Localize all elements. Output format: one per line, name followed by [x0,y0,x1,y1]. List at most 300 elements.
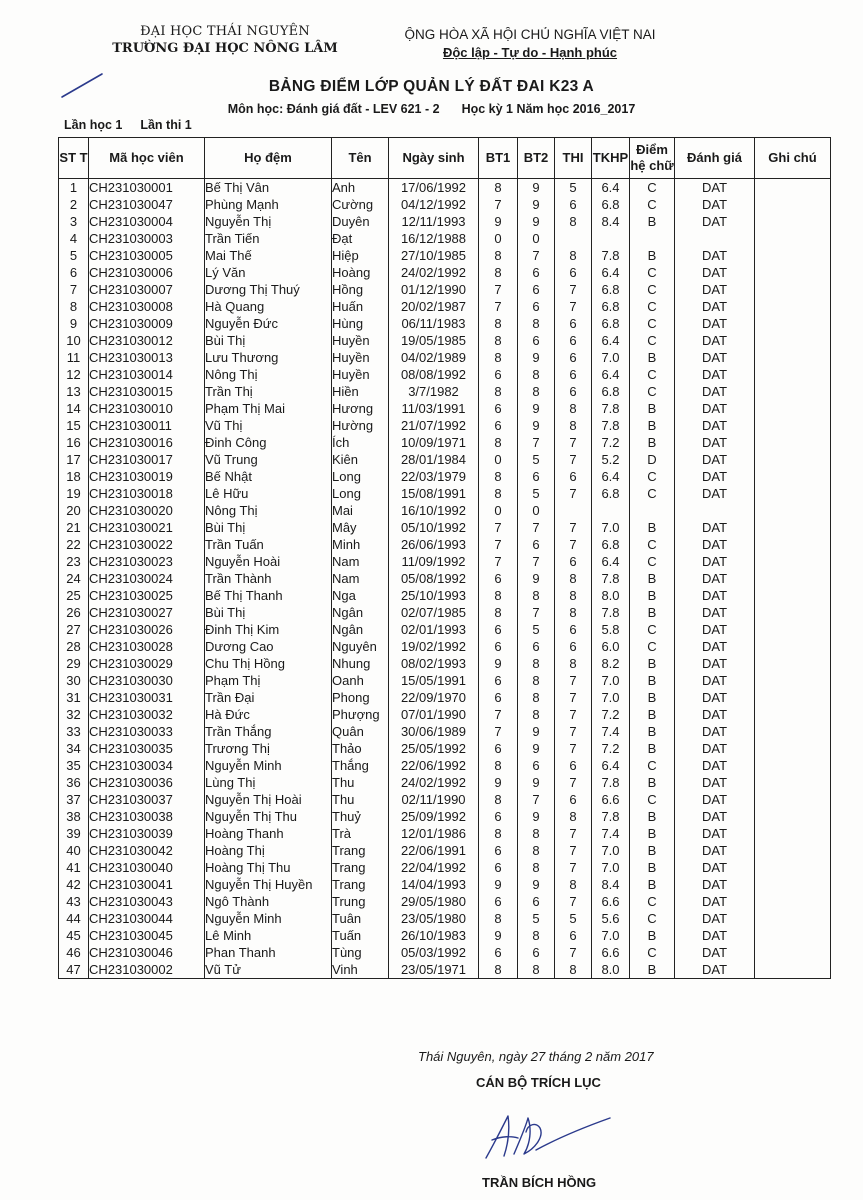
cell-bt2: 6 [518,298,555,315]
cell-bt1: 7 [479,536,518,553]
cell-tkhp: 5.2 [592,451,630,468]
cell-thi: 7 [555,689,592,706]
cell-dob: 22/03/1979 [389,468,479,485]
cell-name: Nguyên [332,638,389,655]
cell-thi: 7 [555,519,592,536]
cell-letter-grade: C [630,468,675,485]
cell-dob: 10/09/1971 [389,434,479,451]
cell-bt2: 6 [518,638,555,655]
cell-dob: 14/04/1993 [389,876,479,893]
cell-surname: Bế Thị Vân [205,179,332,197]
cell-letter-grade: B [630,400,675,417]
cell-evaluation: DAT [675,638,755,655]
cell-bt1: 6 [479,621,518,638]
cell-evaluation: DAT [675,434,755,451]
cell-surname: Bế Nhật [205,468,332,485]
cell-dob: 24/02/1992 [389,774,479,791]
cell-stt: 38 [59,808,89,825]
cell-thi: 7 [555,281,592,298]
cell-thi: 7 [555,672,592,689]
cell-dob: 05/08/1992 [389,570,479,587]
cell-student-id: CH231030006 [89,264,205,281]
table-body [59,179,831,979]
cell-name: Minh [332,536,389,553]
cell-surname: Nguyễn Đức [205,315,332,332]
cell-stt: 27 [59,621,89,638]
cell-student-id: CH231030047 [89,196,205,213]
cell-student-id: CH231030045 [89,927,205,944]
cell-thi: 6 [555,366,592,383]
cell-surname: Phạm Thị [205,672,332,689]
cell-dob: 28/01/1984 [389,451,479,468]
cell-bt2: 8 [518,689,555,706]
cell-bt2: 8 [518,961,555,979]
cell-surname: Chu Thị Hồng [205,655,332,672]
cell-tkhp: 8.0 [592,961,630,979]
cell-bt1: 6 [479,740,518,757]
cell-bt2: 9 [518,400,555,417]
cell-bt1: 9 [479,774,518,791]
cell-evaluation: DAT [675,791,755,808]
cell-dob: 11/09/1992 [389,553,479,570]
cell-tkhp: 7.0 [592,519,630,536]
cell-evaluation [675,230,755,247]
cell-bt2: 9 [518,213,555,230]
cell-bt1: 8 [479,961,518,979]
cell-name: Hương [332,400,389,417]
cell-dob: 3/7/1982 [389,383,479,400]
cell-tkhp [592,502,630,519]
cell-stt: 36 [59,774,89,791]
cell-name: Hùng [332,315,389,332]
cell-surname: Trần Tuấn [205,536,332,553]
cell-evaluation: DAT [675,604,755,621]
cell-letter-grade: C [630,298,675,315]
cell-tkhp: 6.8 [592,281,630,298]
table-row [59,230,831,247]
cell-bt1: 6 [479,808,518,825]
cell-note [755,757,831,774]
cell-name: Kiên [332,451,389,468]
cell-dob: 22/09/1970 [389,689,479,706]
cell-note [755,825,831,842]
cell-letter-grade: B [630,587,675,604]
cell-evaluation: DAT [675,910,755,927]
cell-bt1: 0 [479,230,518,247]
table-row [59,179,831,197]
cell-thi: 8 [555,587,592,604]
cell-surname: Hoàng Thị Thu [205,859,332,876]
cell-dob: 25/09/1992 [389,808,479,825]
cell-stt: 29 [59,655,89,672]
cell-name: Hồng [332,281,389,298]
cell-student-id: CH231030017 [89,451,205,468]
cell-stt: 26 [59,604,89,621]
cell-dob: 25/10/1993 [389,587,479,604]
cell-tkhp: 6.8 [592,536,630,553]
cell-surname: Đinh Công [205,434,332,451]
cell-note [755,298,831,315]
cell-dob: 22/06/1991 [389,842,479,859]
cell-name: Huấn [332,298,389,315]
cell-name: Huyền [332,332,389,349]
cell-note [755,706,831,723]
cell-note [755,366,831,383]
table-row [59,910,831,927]
page-title: BẢNG ĐIỂM LỚP QUẢN LÝ ĐẤT ĐAI K23 A [268,78,595,95]
cell-bt2: 8 [518,672,555,689]
cell-tkhp: 8.2 [592,655,630,672]
cell-bt2: 8 [518,842,555,859]
cell-name: Ích [332,434,389,451]
cell-tkhp: 7.8 [592,604,630,621]
cell-student-id: CH231030007 [89,281,205,298]
cell-name: Huyền [332,366,389,383]
cell-letter-grade: B [630,842,675,859]
cell-letter-grade: B [630,213,675,230]
cell-letter-grade: B [630,349,675,366]
cell-letter-grade: C [630,638,675,655]
cell-surname: Dương Cao [205,638,332,655]
table-row [59,774,831,791]
cell-tkhp: 7.4 [592,723,630,740]
national-header [385,27,675,60]
cell-stt: 7 [59,281,89,298]
cell-letter-grade: B [630,655,675,672]
cell-evaluation: DAT [675,808,755,825]
cell-student-id: CH231030021 [89,519,205,536]
cell-student-id: CH231030016 [89,434,205,451]
cell-tkhp: 6.6 [592,944,630,961]
header-letter-grade: Điểm hệ chữ [630,138,675,179]
cell-tkhp: 7.0 [592,859,630,876]
cell-evaluation: DAT [675,213,755,230]
cell-bt1: 6 [479,672,518,689]
cell-bt1: 9 [479,876,518,893]
cell-name: Trung [332,893,389,910]
cell-tkhp: 6.4 [592,366,630,383]
cell-thi: 6 [555,349,592,366]
cell-evaluation: DAT [675,281,755,298]
cell-bt1: 6 [479,859,518,876]
cell-note [755,349,831,366]
cell-bt1: 8 [479,247,518,264]
cell-bt2: 7 [518,791,555,808]
cell-bt2: 9 [518,808,555,825]
cell-student-id: CH231030044 [89,910,205,927]
cell-stt: 16 [59,434,89,451]
cell-evaluation: DAT [675,587,755,604]
table-row [59,706,831,723]
cell-dob: 15/08/1991 [389,485,479,502]
cell-note [755,468,831,485]
table-row [59,332,831,349]
cell-bt2: 8 [518,825,555,842]
cell-stt: 17 [59,451,89,468]
cell-note [755,740,831,757]
cell-bt1: 8 [479,910,518,927]
header-bt2: BT2 [518,138,555,179]
course-subtitle [0,102,863,116]
table-row [59,519,831,536]
cell-student-id: CH231030034 [89,757,205,774]
cell-tkhp: 7.8 [592,400,630,417]
cell-evaluation: DAT [675,383,755,400]
cell-note [755,400,831,417]
cell-tkhp: 7.0 [592,842,630,859]
cell-tkhp: 6.4 [592,553,630,570]
cell-note [755,655,831,672]
cell-stt: 1 [59,179,89,197]
cell-name: Hiệp [332,247,389,264]
table-row [59,604,831,621]
table-row [59,672,831,689]
cell-bt2: 9 [518,417,555,434]
cell-name: Long [332,468,389,485]
cell-surname: Bế Thị Thanh [205,587,332,604]
table-row [59,944,831,961]
cell-tkhp: 7.8 [592,570,630,587]
cell-bt1: 8 [479,349,518,366]
cell-student-id: CH231030039 [89,825,205,842]
cell-student-id: CH231030031 [89,689,205,706]
cell-tkhp: 6.6 [592,791,630,808]
cell-name: Oanh [332,672,389,689]
cell-dob: 08/08/1992 [389,366,479,383]
cell-bt1: 7 [479,723,518,740]
cell-letter-grade: C [630,536,675,553]
table-row [59,485,831,502]
cell-note [755,621,831,638]
course-name: Môn học: Đánh giá đất - LEV 621 - 2 [227,102,440,116]
cell-note [755,332,831,349]
cell-note [755,264,831,281]
cell-student-id: CH231030032 [89,706,205,723]
table-row [59,689,831,706]
cell-stt: 33 [59,723,89,740]
cell-bt1: 7 [479,298,518,315]
cell-bt1: 8 [479,485,518,502]
cell-tkhp: 7.0 [592,349,630,366]
cell-thi: 7 [555,485,592,502]
cell-bt2: 5 [518,485,555,502]
cell-dob: 22/04/1992 [389,859,479,876]
signer-role: CÁN BỘ TRÍCH LỤC [476,1075,601,1090]
cell-student-id: CH231030027 [89,604,205,621]
cell-evaluation: DAT [675,927,755,944]
cell-stt: 10 [59,332,89,349]
cell-tkhp: 7.8 [592,247,630,264]
cell-surname: Trần Thắng [205,723,332,740]
cell-thi: 7 [555,298,592,315]
table-row [59,655,831,672]
table-row [59,349,831,366]
header-student-id: Mã học viên [89,138,205,179]
cell-surname: Phan Thanh [205,944,332,961]
cell-thi: 8 [555,247,592,264]
cell-bt2: 6 [518,757,555,774]
cell-dob: 25/05/1992 [389,740,479,757]
cell-bt1: 8 [479,383,518,400]
cell-name: Ngân [332,621,389,638]
cell-thi: 7 [555,706,592,723]
session-info [64,118,192,132]
cell-student-id: CH231030040 [89,859,205,876]
cell-dob: 22/06/1992 [389,757,479,774]
table-header-row [59,138,831,179]
cell-thi: 8 [555,213,592,230]
cell-thi: 7 [555,825,592,842]
cell-surname: Nguyễn Thị Thu [205,808,332,825]
cell-bt2: 9 [518,570,555,587]
cell-note [755,808,831,825]
cell-name: Tùng [332,944,389,961]
cell-stt: 22 [59,536,89,553]
cell-dob: 29/05/1980 [389,893,479,910]
cell-stt: 41 [59,859,89,876]
cell-bt1: 8 [479,468,518,485]
school-name: TRƯỜNG ĐẠI HỌC NÔNG LÂM [112,41,338,56]
table-row [59,723,831,740]
table-row [59,570,831,587]
cell-student-id: CH231030001 [89,179,205,197]
cell-surname: Nông Thị [205,502,332,519]
cell-evaluation: DAT [675,468,755,485]
cell-bt2: 9 [518,740,555,757]
table-row [59,468,831,485]
cell-evaluation: DAT [675,706,755,723]
cell-bt2: 8 [518,366,555,383]
cell-surname: Nguyễn Thị Hoài [205,791,332,808]
cell-bt1: 8 [479,791,518,808]
cell-dob: 26/10/1983 [389,927,479,944]
cell-bt2: 6 [518,893,555,910]
cell-letter-grade: B [630,417,675,434]
cell-stt: 25 [59,587,89,604]
cell-letter-grade: D [630,451,675,468]
cell-note [755,723,831,740]
cell-name: Ngân [332,604,389,621]
cell-stt: 19 [59,485,89,502]
cell-evaluation: DAT [675,553,755,570]
cell-stt: 5 [59,247,89,264]
cell-letter-grade: B [630,570,675,587]
cell-evaluation: DAT [675,519,755,536]
cell-name: Thuỷ [332,808,389,825]
cell-note [755,638,831,655]
cell-thi: 6 [555,927,592,944]
cell-student-id: CH231030018 [89,485,205,502]
cell-stt: 32 [59,706,89,723]
exam-attempt: Lần thi 1 [140,118,192,132]
cell-dob: 05/10/1992 [389,519,479,536]
cell-tkhp: 6.8 [592,298,630,315]
table-row [59,451,831,468]
cell-letter-grade: C [630,791,675,808]
cell-student-id: CH231030024 [89,570,205,587]
cell-evaluation: DAT [675,961,755,979]
cell-note [755,451,831,468]
cell-dob: 02/07/1985 [389,604,479,621]
cell-evaluation: DAT [675,876,755,893]
study-attempt: Lần học 1 [64,118,123,132]
cell-stt: 11 [59,349,89,366]
table-row [59,247,831,264]
cell-note [755,434,831,451]
cell-dob: 21/07/1992 [389,417,479,434]
cell-evaluation: DAT [675,315,755,332]
cell-bt2: 9 [518,876,555,893]
cell-tkhp: 7.0 [592,689,630,706]
table-row [59,536,831,553]
cell-surname: Hà Quang [205,298,332,315]
cell-thi [555,502,592,519]
cell-name: Tuấn [332,927,389,944]
cell-thi: 5 [555,910,592,927]
cell-name: Hường [332,417,389,434]
cell-student-id: CH231030009 [89,315,205,332]
cell-surname: Lưu Thương [205,349,332,366]
term-info: Học kỳ 1 Năm học 2016_2017 [461,102,636,116]
cell-stt: 35 [59,757,89,774]
cell-letter-grade: C [630,281,675,298]
cell-thi: 7 [555,451,592,468]
cell-letter-grade: B [630,672,675,689]
cell-thi: 7 [555,740,592,757]
cell-evaluation: DAT [675,655,755,672]
cell-thi: 7 [555,944,592,961]
country-name: ỘNG HÒA XÃ HỘI CHỦ NGHĨA VIỆT NAI [404,27,656,42]
cell-stt: 45 [59,927,89,944]
table-row [59,927,831,944]
cell-surname: Hoàng Thị [205,842,332,859]
cell-student-id: CH231030046 [89,944,205,961]
cell-dob: 16/12/1988 [389,230,479,247]
cell-thi: 7 [555,893,592,910]
cell-thi: 8 [555,400,592,417]
cell-bt1: 7 [479,196,518,213]
cell-note [755,213,831,230]
header-dob: Ngày sinh [389,138,479,179]
table-row [59,213,831,230]
cell-thi: 5 [555,179,592,197]
cell-letter-grade: B [630,604,675,621]
handwritten-signature [478,1110,618,1165]
cell-student-id: CH231030026 [89,621,205,638]
cell-surname: Vũ Thị [205,417,332,434]
signer-name: TRẦN BÍCH HỒNG [482,1175,597,1190]
cell-letter-grade [630,502,675,519]
cell-stt: 3 [59,213,89,230]
table-row [59,961,831,979]
cell-letter-grade: C [630,315,675,332]
cell-bt1: 8 [479,315,518,332]
cell-thi: 6 [555,383,592,400]
cell-note [755,383,831,400]
cell-bt2: 7 [518,553,555,570]
cell-dob: 19/05/1985 [389,332,479,349]
cell-letter-grade: C [630,621,675,638]
cell-name: Đạt [332,230,389,247]
cell-bt2: 7 [518,434,555,451]
cell-evaluation: DAT [675,672,755,689]
cell-tkhp: 7.2 [592,434,630,451]
cell-surname: Dương Thị Thuý [205,281,332,298]
cell-stt: 8 [59,298,89,315]
cell-dob: 11/03/1991 [389,400,479,417]
cell-letter-grade: B [630,876,675,893]
cell-letter-grade: C [630,383,675,400]
